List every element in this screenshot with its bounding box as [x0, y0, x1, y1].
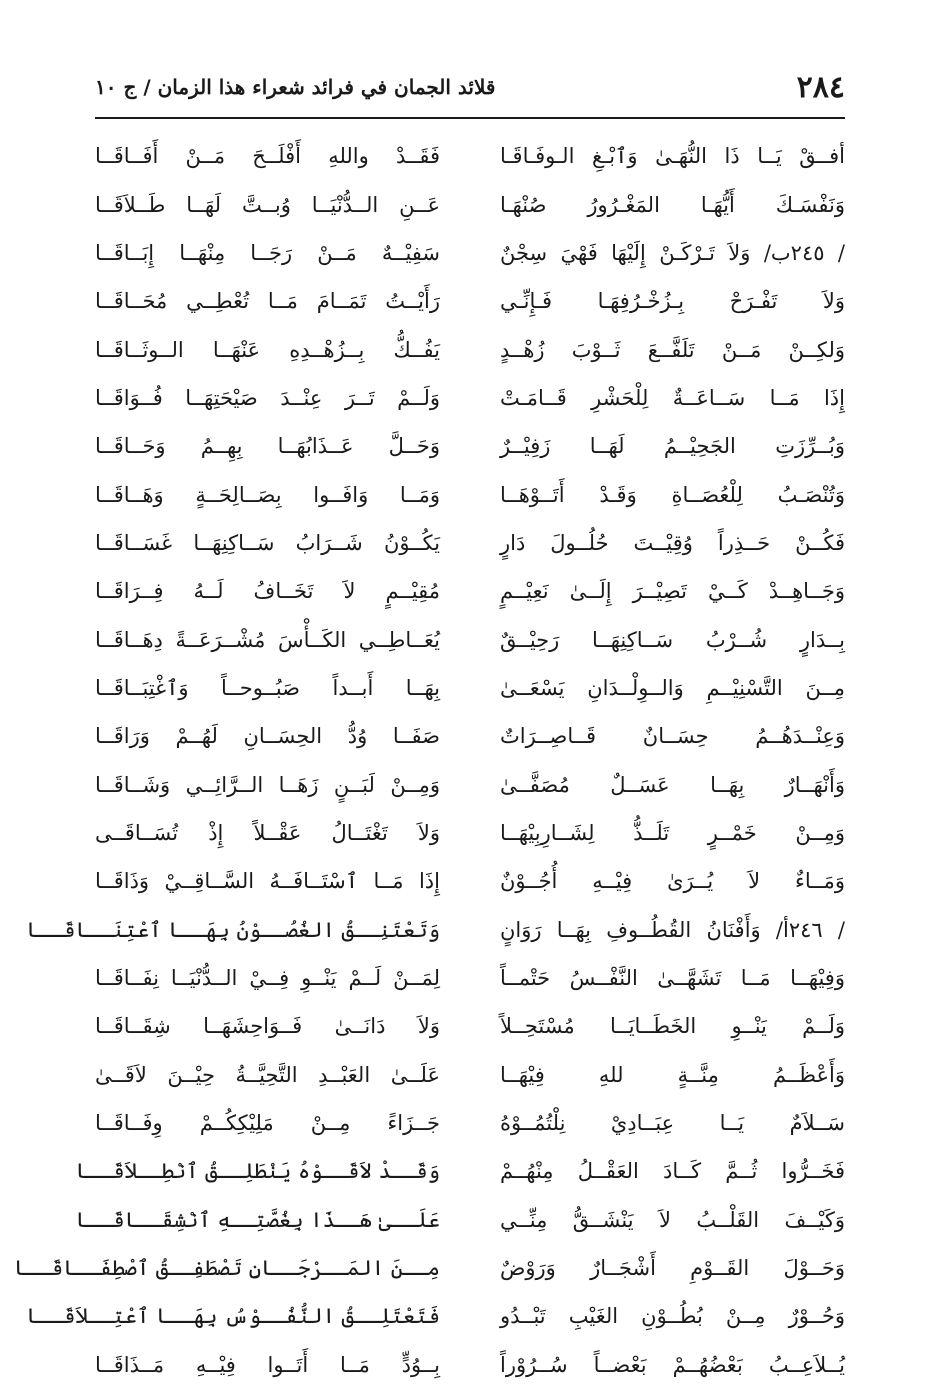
first-hemistich: وَجَــاهِــدْ كَــيْ تَصِيْــرَ إِلَــىٰ نَعِيْــمٍ [500, 579, 845, 604]
first-hemistich: بِــدَارٍ شُــرْبُ سَــاكِنِهَــا رَحِيْــقٌ [500, 627, 845, 652]
second-hemistich: عَلَــىٰ هَــذَا بِغُصَّتِــهِ ٱنْشِقَــاقَــا [75, 1207, 440, 1232]
verse-line [95, 422, 845, 470]
second-hemistich: عَــنِ الــدُّنْيَــا وُبــتَّ لَهَــا طَــلاَقَــا [95, 192, 440, 217]
second-hemistich: وَحَــلَّ عَــذَابُهَــا بِهِــمُ وَحَــاقَــا [95, 434, 440, 459]
second-hemistich: يَفُــكُّ بِــزُهْــدِهِ عَنْهَــا الــوثَــاقَــا [95, 337, 440, 362]
verse-line [95, 664, 845, 712]
verse-line [95, 954, 845, 1002]
second-hemistich: وَلاَ تَغْتَــالُ عَقْــلاً إِذْ تُسَــاقَــى [95, 820, 440, 845]
verse-line [95, 1341, 845, 1389]
verse-line [95, 519, 845, 567]
first-hemistich: فَكُــنْ حَــذِراً وُقِيْــتَ حُلُــولَ دَارٍ [500, 530, 845, 555]
verse-line [95, 760, 845, 808]
verse-line [95, 277, 845, 325]
first-hemistich: وَفِيْهَــا مَــا تَشَهَّــىٰ النَّفْــسُ حَتْمــاً [500, 966, 845, 991]
page-number: ٢٨٤ [796, 69, 845, 105]
first-hemistich: فَخَــرُّوا ثُــمَّ كَــادَ العَقْــلُ مِنْهُــمْ [500, 1159, 845, 1184]
first-hemistich: سَــلاَمٌ يَــا عِبَــادِيْ نِلْتُمُــوْهُ [500, 1111, 845, 1136]
first-hemistich: وَلكِــنْ مَــنْ تَلَفَّــعَ ثَــوْبَ زُهْــدٍ [500, 337, 845, 362]
first-hemistich: وَتُنْصَـبُ لِلْعُصَــاةِ وَقَـدْ أَتَــوْهَــا [500, 482, 845, 507]
second-hemistich: مِــنَ المَــرْجَــانِ تَصْطَفِــقُ ٱصْطِفَــاقَــا [13, 1256, 440, 1281]
verse-line [95, 470, 845, 518]
second-hemistich: بِــوُدٍّ مَــا أَتَــوا فِيْــهِ مَــذَاقَــا [95, 1352, 440, 1377]
verse-line [95, 132, 845, 180]
verse-line [13, 1244, 845, 1292]
verse-line [95, 567, 845, 615]
verse-line [95, 809, 845, 857]
second-hemistich: وَتَعْتَنِــقُ الغُصُــوْنُ بِهَــا ٱعْتِنَــاقَــا [26, 917, 440, 942]
second-hemistich: سَفِيْــهٌ مَــنْ رَجَــا مِنْهَــا إِبَــاقَــا [95, 240, 440, 265]
verse-line [95, 1099, 845, 1147]
first-hemistich: مِــنَ التَّسْنِيْــمِ وَالــوِلْــدَانِ يَسْعَــىٰ [500, 675, 845, 700]
second-hemistich: وَلاَ دَانَــىٰ فَــوَاحِشَهَــا شِقَــاقَــا [95, 1014, 440, 1039]
second-hemistich: وَقَــدْ لاَقَــوْهُ يَنْطَلِــقُ ٱنْطِــلاَقَــا [75, 1159, 440, 1184]
second-hemistich: لِمَــنْ لَــمْ يَنْــوِ فِــيْ الــدُّنْيَــا نِفَــاقَــا [95, 966, 440, 991]
first-hemistich: وَمَــاءٌ لاَ يُــرَىٰ فِيْــهِ أُجُــوْنٌ [500, 869, 845, 894]
second-hemistich: وَمَــا وَافَــوا بِصَــالِحَــةٍ وَهَــاقَــا [95, 482, 440, 507]
first-hemistich: وَكَيْــفَ القَلْــبُ لاَ يَنْشَــقُّ مِنِّــي [500, 1207, 845, 1232]
first-hemistich: وَبُــرِّزَتِ الجَحِيْــمُ لَهَــا زَفِيْــرٌ [500, 434, 845, 459]
running-title: قلائد الجمان في فرائد شعراء هذا الزمان / ج ١٠ [95, 75, 496, 99]
page-header [95, 62, 845, 112]
second-hemistich: يُعَــاطِــي الكَــأْسَ مُشْــرَعَــةً دِهَــاقَــا [95, 627, 440, 652]
first-hemistich: إِذَا مَــا سَــاعَــةٌ لِلْحَشْرِ قَــامَـتْ [500, 385, 845, 410]
first-hemistich: يُــلاَعِــبُ بَعْضُهُــمْ بَعْضــاً سُــرُوْراً [500, 1352, 845, 1377]
first-hemistich: وَنَفْسَـكَ أَيُّهَـا المَغْـرُورُ صُنْهَـا [500, 192, 845, 217]
first-hemistich: وَلَــمْ يَنْــوِ الخَطَــايَــا مُسْتَحِــلاً [500, 1014, 845, 1039]
verse-line [75, 1196, 845, 1244]
verse-line [95, 857, 845, 905]
verse-line [95, 712, 845, 760]
second-hemistich: وَلَــمْ تَــرَ عِنْــدَ صَيْحَتِهَــا فُــوَاقَــا [95, 385, 440, 410]
first-hemistich: وَأَعْظَــمُ مِنَّــةٍ للهِ فِيْهَــا [500, 1062, 845, 1087]
first-hemistich: وَعِنْــدَهُــمُ حِسَــانٌ قَــاصِــرَاتٌ [500, 724, 845, 749]
first-hemistich: وَلاَ تَفْـرَحْ بِـزُخْـرُفِهَـا فَـإِنِّـي [500, 289, 845, 314]
first-hemistich: أفــقْ يَــا ذَا النُّهَـىٰ وَٱبْـغِ الـوفَـاقَـا [500, 144, 845, 169]
verse-line [75, 1147, 845, 1195]
verse-line [95, 1002, 845, 1050]
verse-line [95, 180, 845, 228]
first-hemistich: وَمِــنْ خَمْــرٍ تَلَــذُّ لِشَــارِبِيْهَــا [500, 820, 845, 845]
second-hemistich: رَأَيْــتُ تَمَــامَ مَــا تُعْطِــي مُحَــاقَــا [95, 289, 440, 314]
first-hemistich: وَحُــوْرٌ مِــنْ بُطُــوْنِ الغَيْبِ تَبْــدُو [500, 1304, 845, 1329]
first-hemistich: وَحَــوْلَ القَــوْمِ أَشْجَــارٌ وَرَوْضٌ [500, 1256, 845, 1281]
first-hemistich: / ٢٤٦أ/ وَأَفْنَانُ القُطُــوفِ بِهَــا رَوَانٍ [500, 917, 845, 942]
verse-line [95, 229, 845, 277]
second-hemistich: عَلَــىٰ العَبْــدِ التَّحِيَّــةُ حِيْــنَ لاَقَــىٰ [95, 1062, 440, 1087]
header-rule [95, 117, 845, 119]
second-hemistich: بِهَــا أَبــداً صَبُــوحــاً وَٱغْتِبَــاقَــا [95, 675, 440, 700]
second-hemistich: فَقَــدْ واللهِ أَفْلَــحَ مَــنْ أَفَــاقَــا [95, 144, 440, 169]
verse-line [95, 374, 845, 422]
verse-line [26, 906, 845, 954]
verse-line [95, 615, 845, 663]
verse-line [95, 1051, 845, 1099]
poem [13, 132, 845, 1389]
verse-line [26, 1292, 845, 1340]
second-hemistich: مُقِيْــمٍ لاَ تَخَــافُ لَــهُ فِــرَاقَــا [95, 579, 440, 604]
second-hemistich: فَتَعْتَلِــقُ النُّفُــوْسُ بِهَــا ٱعْتِــلاَقَــا [26, 1304, 440, 1329]
second-hemistich: جَــزَاءً مِــنْ مَلِيْكِكُــمْ وِفَــاقَــا [95, 1111, 440, 1136]
second-hemistich: يَكُــوْنُ شَــرَابُ سَــاكِنِهَــا غَسَــاقَــا [95, 530, 440, 555]
second-hemistich: إِذَا مَــا ٱسْتَــافَــهُ السَّــاقِــيْ وَذَاقَــا [95, 869, 440, 894]
second-hemistich: وَمِــنْ لَبَــنٍ زَهَــا الــرَّائِــي وَشَــاقَــا [95, 772, 440, 797]
verse-line [95, 325, 845, 373]
first-hemistich: وَأَنْهَــارٌ بِهَــا عَسَــلٌ مُصَفَّــىٰ [500, 772, 845, 797]
first-hemistich: / ٢٤٥ب/ وَلاَ تَـرْكَـنْ إِلَيْهَا فَهْيَ سِجْنٌ [500, 240, 845, 265]
second-hemistich: صَفَــا وُدُّ الحِسَــانِ لَهُــمْ وَرَاقَــا [95, 724, 440, 749]
